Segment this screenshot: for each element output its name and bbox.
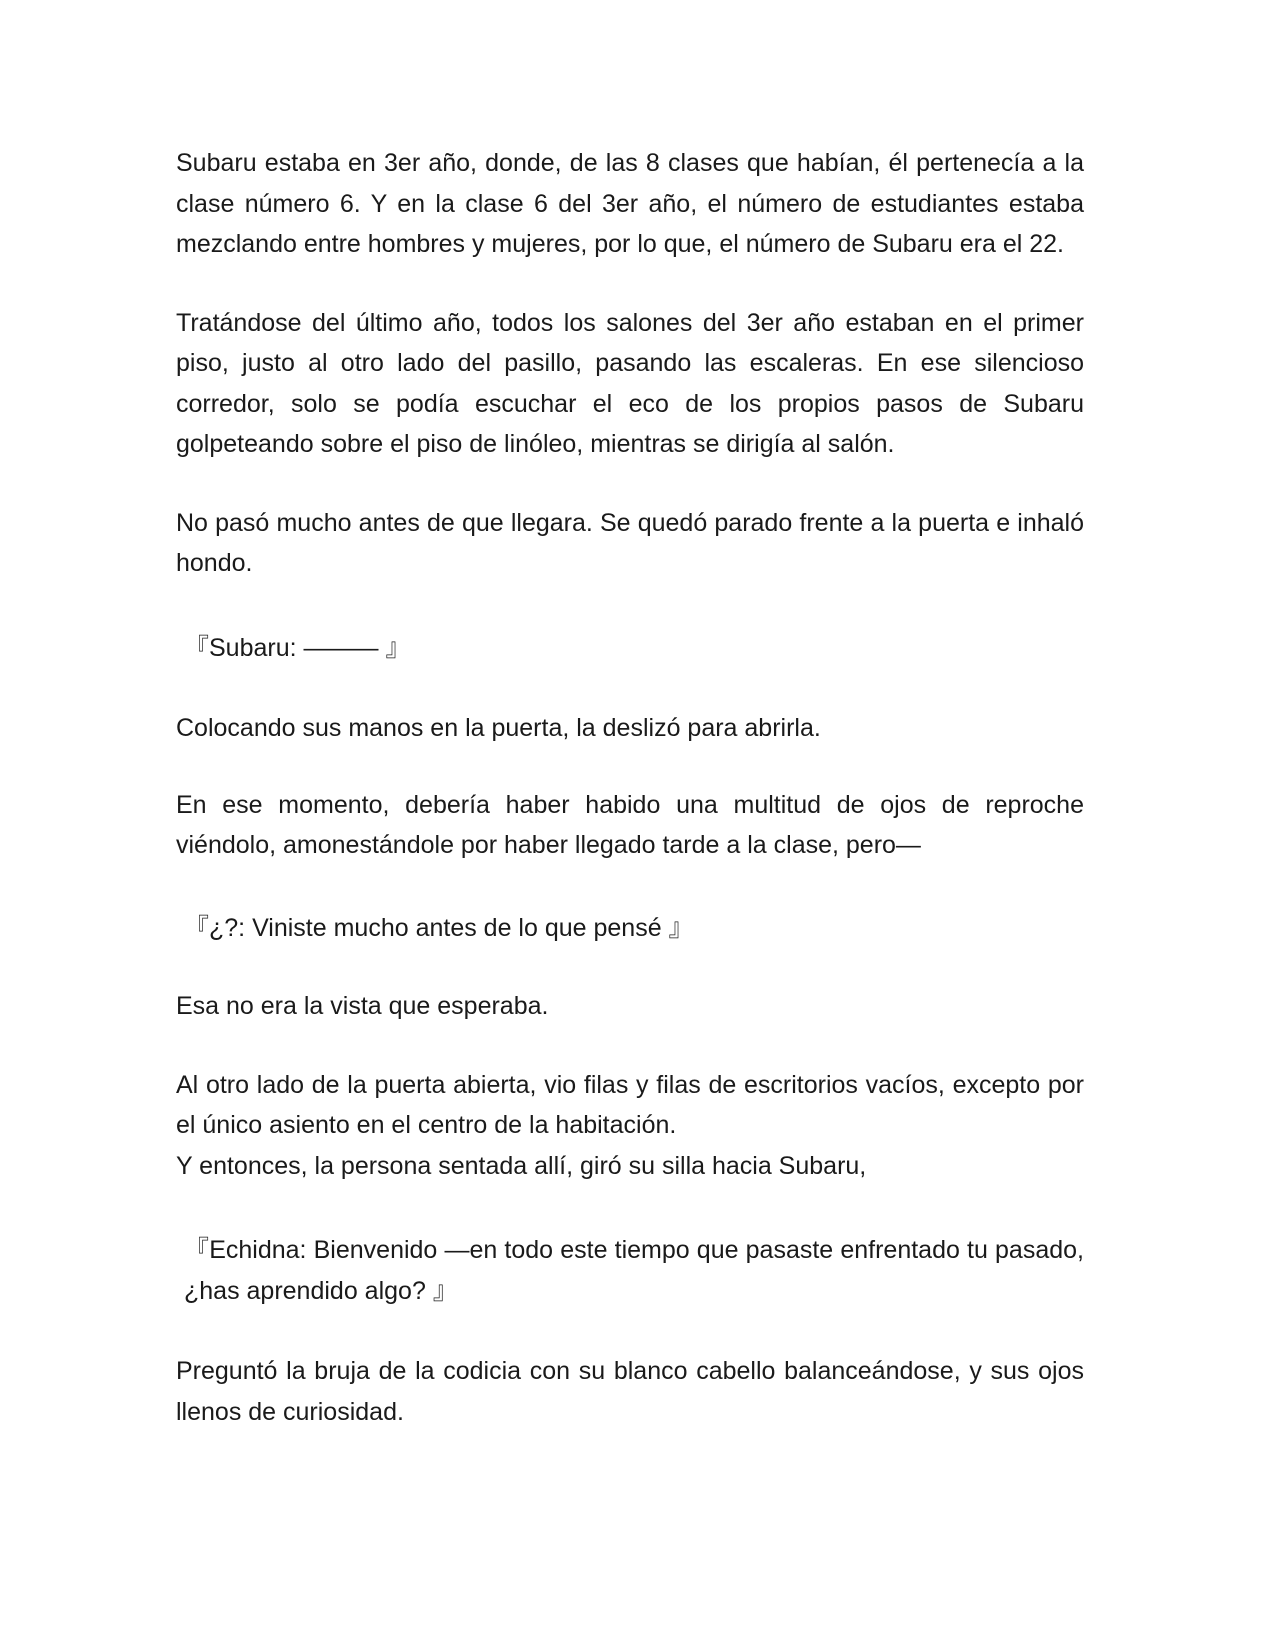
- document-page: [176, 143, 1084, 1432]
- paragraph-3: No pasó mucho antes de que llegara. Se quedó parado frente a la puerta e inhaló hondo.: [176, 508, 1084, 577]
- paragraph-10: Y entonces, la persona sentada allí, giró su silla hacia Subaru,: [176, 1151, 867, 1180]
- paragraph-6: En ese momento, debería haber habido una multitud de ojos de reproche viéndolo, amonestándole por haber llegado tarde a la clase, pero—: [176, 790, 1084, 859]
- dialogue-subaru: 『Subaru: ——— 』: [184, 633, 411, 662]
- paragraph-8: Esa no era la vista que esperaba.: [176, 992, 549, 1020]
- paragraph-1: Subaru estaba en 3er año, donde, de las 8 clases que habían, él pertenecía a la clase número 6. Y en la clase 6 del 3er año, el número de estudiantes estaba mezclando entre hombres y mujeres, por lo que, el número de Subaru era el 22.: [176, 149, 1084, 258]
- paragraph-9: Al otro lado de la puerta abierta, vio filas y filas de escritorios vacíos, excepto por el único asiento en el centro de la habitación.: [176, 1070, 1084, 1139]
- dialogue-echidna: 『Echidna: Bienvenido —en todo este tiempo que pasaste enfrentado tu pasado, ¿has aprendido algo? 』: [184, 1236, 1084, 1305]
- paragraph-5: Colocando sus manos en la puerta, la deslizó para abrirla.: [176, 714, 821, 742]
- dialogue-unknown: 『¿?: Viniste mucho antes de lo que pensé 』: [184, 913, 694, 942]
- paragraph-2: Tratándose del último año, todos los salones del 3er año estaban en el primer piso, justo al otro lado del pasillo, pasando las escaleras. En ese silencioso corredor, solo se podía escuchar el eco de los propios pasos de Subaru golpeteando sobre el piso de linóleo, mientras se dirigía al salón.: [176, 308, 1084, 458]
- paragraph-12: Preguntó la bruja de la codicia con su blanco cabello balanceándose, y sus ojos llenos de curiosidad.: [176, 1357, 1084, 1426]
